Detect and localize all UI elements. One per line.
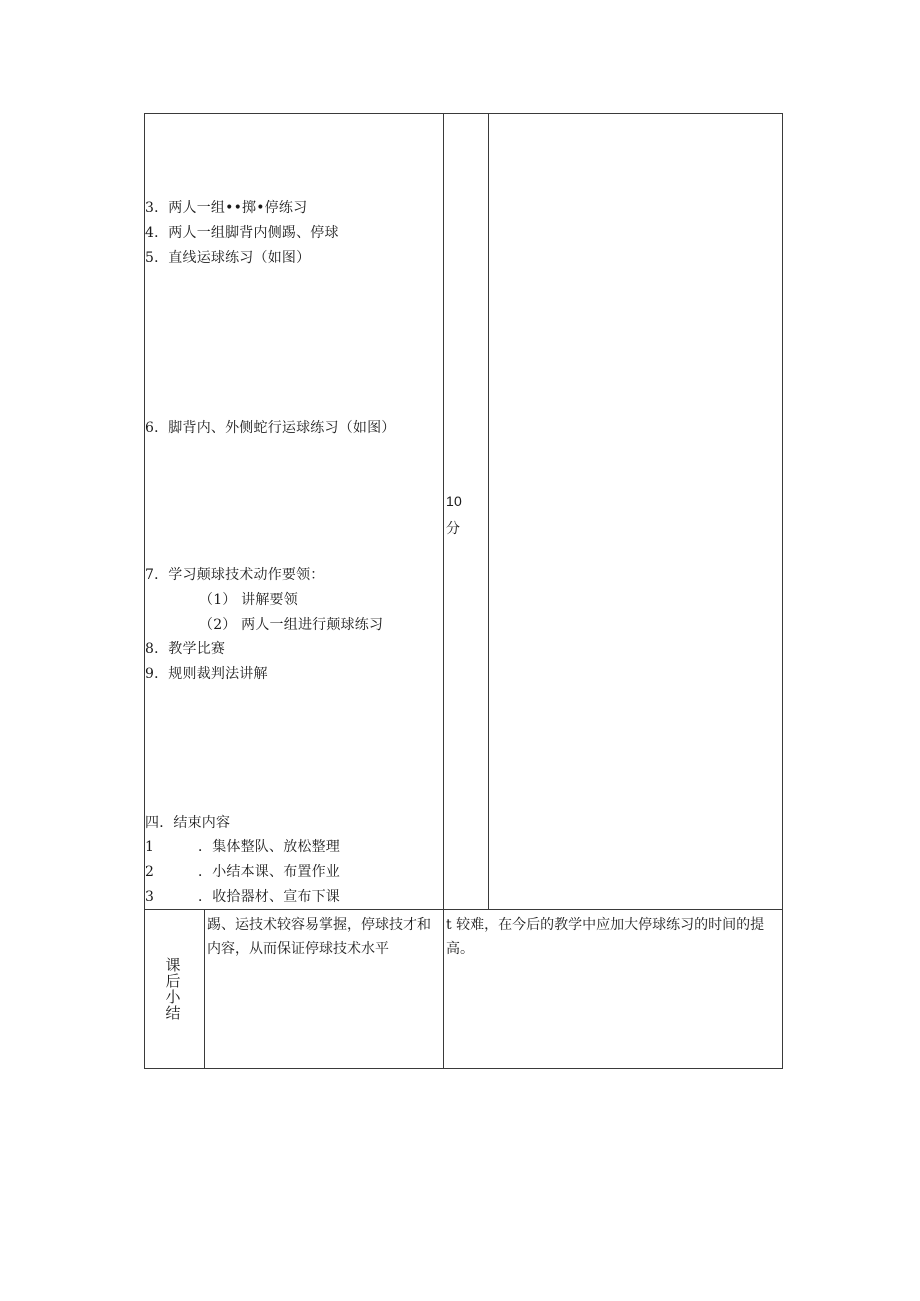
content-item-3: 3．两人一组••掷•停练习	[145, 200, 308, 216]
content-item-8: 8．教学比赛	[145, 641, 226, 657]
content-subitem-1: （1） 讲解要领	[199, 592, 298, 608]
column-divider-content-time	[443, 113, 444, 1069]
ending-item-number: 3	[145, 889, 155, 905]
summary-label-char: 结	[165, 1004, 181, 1022]
ending-item-number: 1	[145, 839, 155, 855]
summary-label	[162, 957, 184, 1021]
row-divider-summary	[144, 909, 783, 910]
content-subitem-2: （2） 两人一组进行颠球练习	[199, 617, 384, 633]
time-unit: 分	[446, 521, 461, 537]
content-item-6: 6．脚背内、外侧蛇行运球练习（如图）	[145, 420, 396, 436]
column-divider-time-notes	[488, 113, 489, 910]
content-item-5: 5．直线运球练习（如图）	[145, 250, 311, 266]
table-border-bottom	[144, 1068, 783, 1069]
summary-label-char: 课	[165, 956, 181, 974]
summary-right-text: t 较难，在今后的教学中应加大停球练习的时间的提高。	[446, 917, 765, 957]
time-value: 10	[446, 493, 462, 509]
ending-item-text: ．集体整队、放松整理	[198, 839, 340, 855]
table-border-top	[144, 113, 783, 114]
content-item-9: 9．规则裁判法讲解	[145, 666, 268, 682]
ending-item-text: ．收拾器材、宣布下课	[198, 889, 340, 905]
ending-item-text: ．小结本课、布置作业	[198, 864, 340, 880]
column-divider-summary-label	[204, 909, 205, 1069]
summary-left-text: 踢、运技术较容易掌握，停球技才和内容，从而保证停球技术水平	[207, 917, 431, 957]
content-item-4: 4．两人一组脚背内侧踢、停球	[145, 225, 339, 241]
ending-item-number: 2	[145, 864, 155, 880]
ending-heading: 四．结束内容	[145, 815, 231, 831]
summary-label-char: 小	[165, 988, 181, 1006]
content-item-7: 7．学习颠球技术动作要领：	[145, 567, 325, 583]
table-border-right	[782, 113, 783, 1069]
summary-label-char: 后	[165, 972, 181, 990]
